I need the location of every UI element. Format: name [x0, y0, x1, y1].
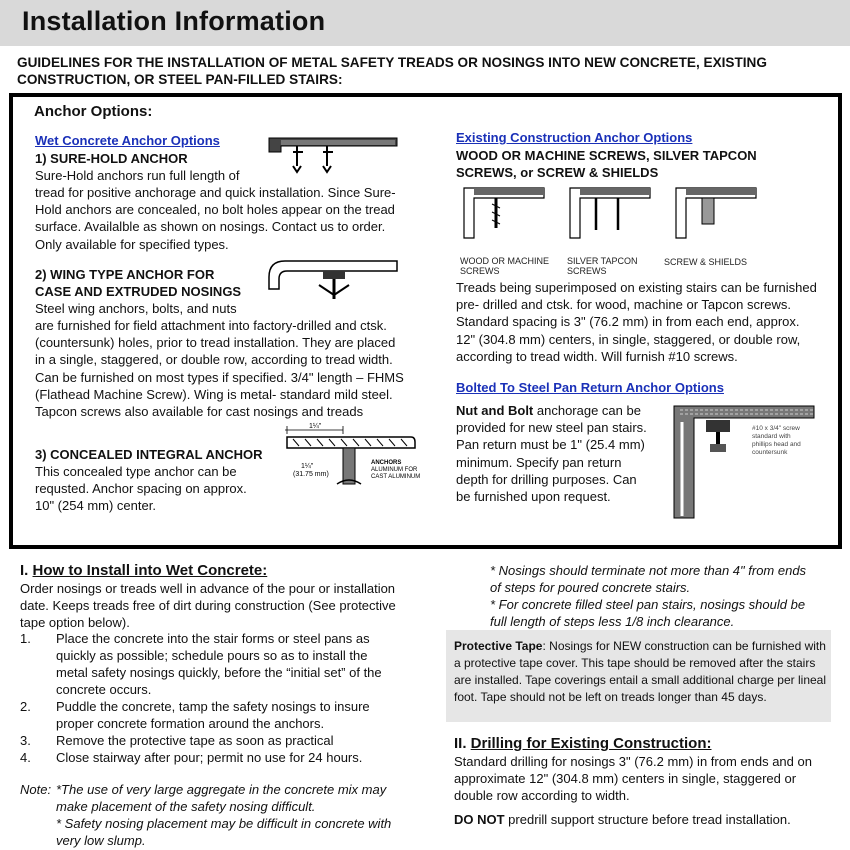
concealed-anchor-figure	[283, 422, 423, 502]
existing-construction-body: Treads being superimposed on existing stairs can be furnished pre- drilled and ctsk. for wood, machine or Tapcon screws. Standard spacing is 3" (76.2 mm) in from each end, approx. 12" (304.8 mm) centers, in single, staggered, or double row, according to tread width. Will furnish #10 screws.	[456, 280, 817, 364]
note-continued	[490, 562, 820, 630]
fig-dim-top: 1¼"	[309, 423, 322, 430]
caption-screw-shields: SCREW & SHIELDS	[664, 257, 748, 267]
fig-anchor-label-3: CAST ALUMINUM	[371, 474, 421, 480]
sure-hold-anchor-figure	[263, 132, 403, 182]
caption-wood-screws-2: SCREWS	[460, 266, 500, 276]
caption-tapcon-2: SCREWS	[567, 266, 607, 276]
step-item: 1. Place the concrete into the stair forms or steel pans as quickly as possible; schedule pours so as to install the metal safety nosings quickly, before the “initial set” of the concrete occurs.	[20, 631, 382, 697]
fig-dim-side-2: (31.75 mm)	[293, 471, 329, 478]
existing-screw-figures	[460, 184, 810, 254]
anchor-options-title: Anchor Options:	[34, 103, 153, 120]
anchor-options-box	[9, 93, 842, 549]
caption-tapcon-1: SILVER TAPCON	[567, 256, 638, 266]
bolted-steel-pan-link[interactable]: Bolted To Steel Pan Return Anchor Options	[456, 380, 724, 395]
sure-hold-lead: Sure-Hold anchors run full length of	[35, 168, 240, 183]
section-2-title: Drilling for Existing Construction:	[470, 735, 712, 752]
fig-anchor-label-1: ANCHORS	[371, 460, 402, 466]
note-block	[20, 781, 412, 849]
header-bar	[0, 0, 850, 46]
wet-concrete-anchor-link[interactable]: Wet Concrete Anchor Options	[35, 133, 220, 148]
protective-tape-body: : Nosings for NEW construction can be furnished with a protective tape cover. This tape should be removed after the stairs are installed. Tape coverings entail a small additional charge per lineal foot. Tape should not be left on treads longer than 45 days.	[454, 639, 826, 704]
existing-construction-title: WOOD OR MACHINE SCREWS, SILVER TAPCON SCREWS, or SCREW & SHIELDS	[456, 148, 757, 181]
concealed-anchor-body: This concealed type anchor can be requsted. Anchor spacing on approx. 10" (254 mm) center.	[35, 464, 247, 514]
fig-screw-label-1: #10 x 3/4" screw	[752, 425, 800, 432]
section-2-number: II.	[454, 735, 471, 752]
fig-screw-label-3: phillips head and	[752, 441, 801, 448]
wing-anchor-lead: Steel wing anchors, bolts, and nuts	[35, 301, 237, 316]
section-1-heading	[20, 562, 267, 579]
step-item: 4. Close stairway after pour; permit no use for 24 hours.	[20, 750, 363, 765]
guidelines-heading: GUIDELINES FOR THE INSTALLATION OF METAL SAFETY TREADS OR NOSINGS INTO NEW CONCRETE, EXISTING CONSTRUCTION, OR STEEL PAN-FILLED STAIRS:	[17, 55, 767, 87]
section-1-title: How to Install into Wet Concrete:	[32, 562, 268, 579]
step-item: 2. Puddle the concrete, tamp the safety nosings to insure proper concrete formation around the anchors.	[20, 699, 370, 731]
section-1-number: I.	[20, 562, 33, 579]
bolted-body-text: anchorage can be provided for new steel pan stairs. Pan return must be 1" (25.4 mm) minimum. Specify pan return depth for drilling purposes. Can be furnished upon request.	[456, 403, 647, 505]
do-not-label: DO NOT	[454, 812, 505, 827]
bolted-steel-pan-body	[456, 402, 654, 505]
note-3: * Nosings should terminate not more than 4" from ends of steps for poured concrete stairs.	[490, 563, 807, 595]
note-2: * Safety nosing placement may be difficult in concrete with very low slump.	[56, 816, 392, 848]
sure-hold-body: tread for positive anchorage and quick installation. Since Sure-Hold anchors are concealed, no bolt holes appear on the tread surface. Availalble as shown on nosings. Contact us to order. Only available for specified types.	[35, 185, 396, 252]
section-2-warning	[454, 811, 829, 828]
wing-anchor-title-1: 2) WING TYPE ANCHOR FOR	[35, 267, 215, 282]
section-2-heading	[454, 735, 712, 752]
note-1: *The use of very large aggregate in the concrete mix may make placement of the safety nosing difficult.	[56, 782, 387, 814]
bolted-steel-pan-figure	[668, 400, 818, 525]
wing-anchor-title-2: CASE AND EXTRUDED NOSINGS	[35, 284, 242, 299]
protective-tape-label: Protective Tape	[454, 639, 543, 653]
fig-dim-side-1: 1¼"	[301, 463, 314, 470]
caption-wood-screws-1: WOOD OR MACHINE	[460, 256, 549, 266]
protective-tape-text	[454, 638, 826, 706]
wing-anchor-body: are furnished for field attachment into factory-drilled and ctsk. (countersunk) holes, prior to tread installation. They are placed in a single, staggered, or double row, according to tread width. Can be furnished on most types if specified. 3/4" length – FHMS (Flathead Machine Screw). Wing is metal- standard mild steel. Tapcon screws also available for cast nosings and treads	[35, 318, 404, 420]
wing-anchor-figure	[263, 255, 403, 315]
existing-construction-anchor-link[interactable]: Existing Construction Anchor Options	[456, 130, 693, 145]
section-1-intro: Order nosings or treads well in advance of the pour or installation date. Keeps treads free of dirt during construction (See protective tape option below).	[20, 581, 396, 630]
step-item: 3. Remove the protective tape as soon as practical	[20, 733, 334, 748]
nut-and-bolt-label: Nut and Bolt	[456, 403, 534, 418]
fig-screw-label-2: standard with	[752, 433, 791, 440]
fig-screw-label-4: countersunk	[752, 449, 788, 456]
sure-hold-title: 1) SURE-HOLD ANCHOR	[35, 151, 188, 166]
section-1-steps	[20, 630, 395, 766]
do-not-text: predrill support structure before tread installation.	[504, 812, 791, 827]
note-4: * For concrete filled steel pan stairs, nosings should be full length of steps less 1/8 inch clearance.	[490, 597, 806, 629]
concealed-anchor-title: 3) CONCEALED INTEGRAL ANCHOR	[35, 447, 263, 462]
section-2-body: Standard drilling for nosings 3" (76.2 mm) in from ends and on approximate 12" (304.8 mm) centers in single, staggered or double row according to width.	[454, 754, 812, 803]
note-label: Note:	[20, 782, 52, 797]
page-title: Installation Information	[22, 6, 326, 36]
fig-anchor-label-2: ALUMINUM FOR	[371, 467, 418, 473]
protective-tape-box	[446, 630, 831, 722]
